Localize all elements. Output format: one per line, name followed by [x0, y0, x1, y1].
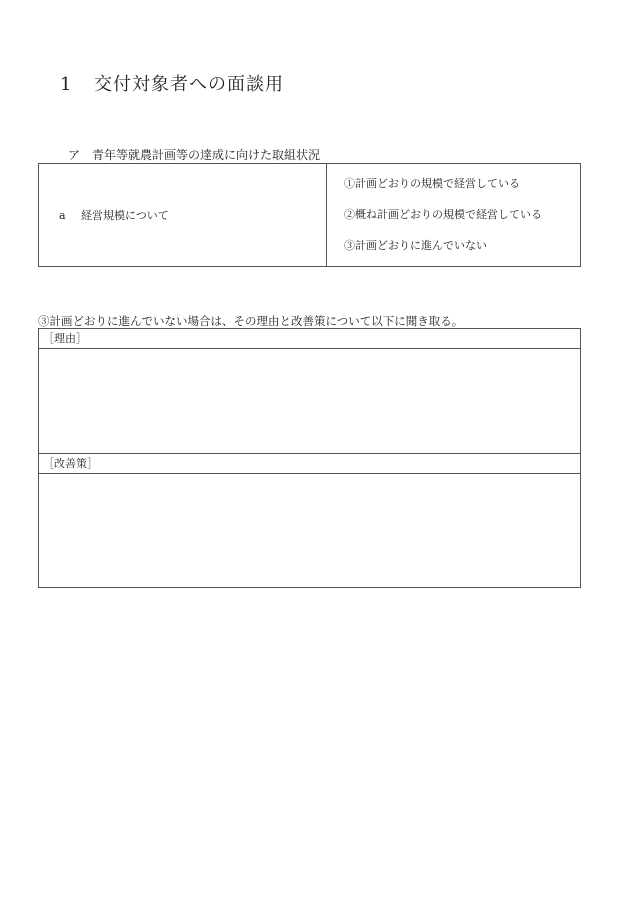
section-heading [68, 146, 320, 163]
improvement-field[interactable] [39, 474, 580, 587]
heading-text: 交付対象者への面談用 [94, 74, 284, 95]
status-table [38, 163, 581, 267]
reason-field[interactable] [39, 349, 580, 454]
option-2[interactable]: ②概ね計画どおりの規模で経営している [344, 207, 542, 221]
page-title [60, 70, 284, 96]
improvement-label: ［改善策］ [39, 454, 580, 474]
reason-label: ［理由］ [39, 329, 580, 349]
response-form [38, 328, 581, 588]
item-letter: a [59, 208, 66, 222]
instruction-text: ③計画どおりに進んでいない場合は、その理由と改善策について以下に聞き取る。 [38, 314, 464, 328]
section-mark: ア [68, 148, 81, 162]
options-cell [327, 164, 580, 266]
option-1[interactable]: ①計画どおりの規模で経営している [344, 177, 520, 191]
option-3[interactable]: ③計画どおりに進んでいない [344, 238, 487, 252]
heading-number: 1 [60, 74, 73, 95]
item-cell [39, 164, 327, 266]
section-text: 青年等就農計画等の達成に向けた取組状況 [92, 148, 321, 162]
item-label: 経営規模について [81, 209, 169, 222]
